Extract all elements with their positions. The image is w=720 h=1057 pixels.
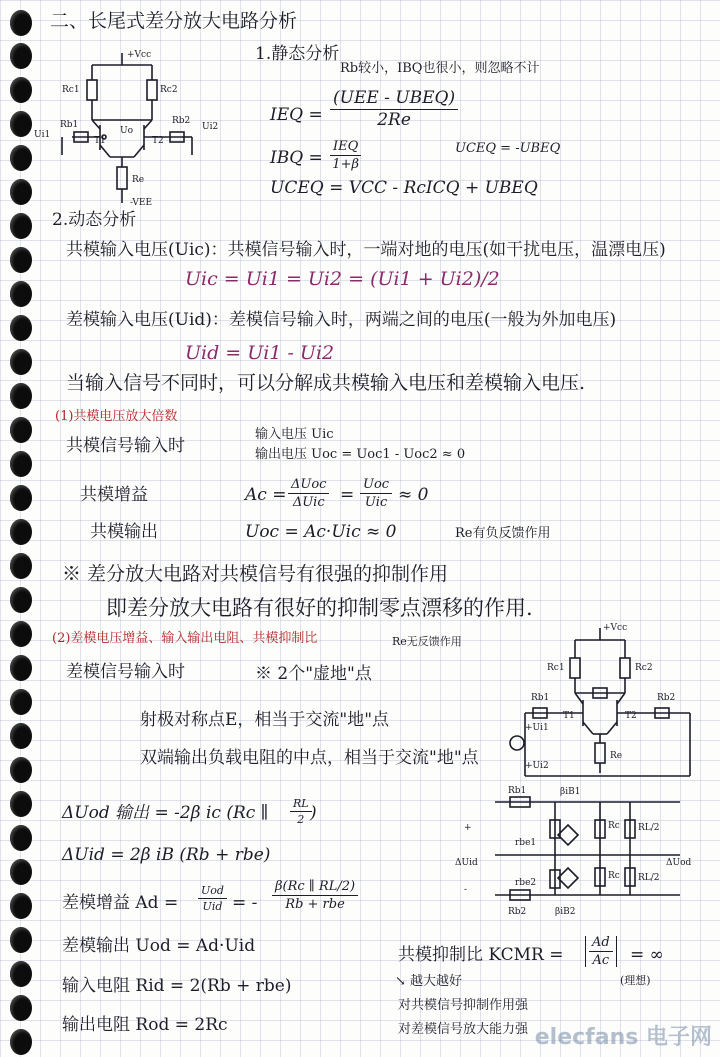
diff-output-equation: 差模输出 Uod = Ad·Uid: [62, 936, 256, 956]
ad-label: 差模增益 Ad =: [62, 893, 179, 913]
binder-hole: [10, 145, 32, 171]
svg-text:T2: T2: [152, 136, 164, 146]
common-gain-numerator-2: Uoc: [360, 478, 392, 494]
binder-hole: [10, 655, 32, 681]
common-gain-tail: ≈ 0: [398, 485, 429, 505]
common-input-equation: Uic = Ui1 = Ui2 = (Ui1 + Ui2)/2: [185, 268, 500, 290]
common-gain-equals: =: [340, 485, 355, 505]
svg-text:Uo: Uo: [120, 126, 134, 136]
static-analysis-label: 1.静态分析: [255, 44, 340, 64]
circuit1-vcc: +Vcc: [127, 50, 152, 60]
svg-text:βiB1: βiB1: [560, 787, 581, 797]
diff-mode-header: (2)差模电压增益、输入输出电阻、共模抑制比: [52, 631, 318, 646]
binder-hole: [10, 349, 32, 375]
common-mode-output-v: 输出电压 Uoc = Uoc1 - Uoc2 ≈ 0: [255, 447, 466, 462]
duod-equation: ΔUod 输出 = -2β ic (Rc ∥: [62, 803, 269, 823]
binder-hole: [10, 43, 32, 69]
svg-text:Rb1: Rb1: [60, 120, 79, 130]
duid-equation: ΔUid = 2β iB (Rb + rbe): [62, 845, 271, 865]
svg-text:-: -: [464, 885, 468, 895]
common-gain-numerator: ΔUoc: [288, 478, 329, 494]
common-input-def: 共模输入电压(Uic)：共模信号输入时，一端对地的电压(如干扰电压，温漂电压): [66, 240, 666, 260]
ibq-numerator: IEQ: [330, 140, 361, 156]
svg-text:ΔUod: ΔUod: [666, 858, 692, 868]
binder-hole: [10, 383, 32, 409]
long-tail-circuit-diagram: [32, 45, 232, 210]
svg-text:Rb2: Rb2: [657, 693, 676, 703]
cmrr-denominator: Ac: [592, 953, 610, 968]
binder-hole: [10, 893, 32, 919]
binder-hole: [10, 961, 32, 987]
binder-hole: [10, 10, 32, 36]
dynamic-analysis-label: 2.动态分析: [52, 210, 137, 230]
common-output-label: 共模输出: [90, 522, 158, 542]
zero-drift-note: 即差分放大电路有很好的抑制零点漂移的作用.: [106, 596, 533, 620]
binder-hole: [10, 757, 32, 783]
binder-hole: [10, 825, 32, 851]
common-mode-input-v: 输入电压 Uic: [255, 427, 334, 442]
svg-text:+Vcc: +Vcc: [603, 623, 628, 633]
svg-text:Rc2: Rc2: [160, 85, 178, 95]
binder-hole: [10, 621, 32, 647]
common-gain-fraction-2: [360, 478, 392, 509]
common-mode-when: 共模信号输入时: [66, 436, 185, 456]
cmrr-numerator: Ad: [589, 936, 613, 952]
binder-hole: [10, 77, 32, 103]
decompose-note: 当输入信号不同时，可以分解成共模输入电压和差模输入电压.: [66, 372, 586, 394]
cmrr-ideal-note: (理想): [620, 974, 651, 987]
uceq-side-note: UCEQ = -UBEQ: [455, 141, 561, 156]
diff-input-equation: Uid = Ui1 - Ui2: [185, 342, 335, 364]
svg-text:βiB2: βiB2: [555, 907, 576, 917]
svg-text:+Ui1: +Ui1: [525, 723, 549, 733]
svg-text:Re: Re: [132, 175, 145, 185]
ad-denominator: Uid: [202, 900, 223, 913]
svg-text:Rb1: Rb1: [531, 693, 550, 703]
binder-hole: [10, 111, 32, 137]
binder-hole: [10, 315, 32, 341]
cmrr-tail: = ∞: [630, 945, 664, 965]
diff-input-def: 差模输入电压(Uid)：差模信号输入时，两端之间的电压(一般为外加电压): [66, 310, 617, 330]
output-resistance-equation: 输出电阻 Rod = 2Rc: [62, 1015, 228, 1035]
static-note: Rb较小，IBQ也很小，则忽略不计: [340, 61, 540, 76]
svg-text:Ui2: Ui2: [202, 122, 219, 132]
binder-hole: [10, 1029, 32, 1055]
binder-hole: [10, 451, 32, 477]
common-re-note: Re有负反馈作用: [455, 526, 551, 541]
cmrr-label: 共模抑制比 KCMR =: [398, 945, 564, 965]
binder-hole: [10, 927, 32, 953]
svg-text:Ui1: Ui1: [34, 130, 51, 140]
uceq-equation: UCEQ = VCC - RcICQ + UBEQ: [270, 178, 538, 198]
svg-text:Rc: Rc: [608, 821, 620, 831]
svg-text:Rb2: Rb2: [172, 116, 191, 126]
duod-denominator: 2: [297, 813, 305, 826]
svg-text:+Ui2: +Ui2: [525, 761, 549, 771]
virtual-ground-note: ※ 2个"虚地"点: [255, 664, 372, 684]
duod-tail: ): [310, 803, 317, 823]
ieq-lhs: IEQ =: [270, 105, 323, 125]
ad-equals: = -: [232, 893, 258, 913]
binder-hole: [10, 859, 32, 885]
binder-hole: [10, 213, 32, 239]
svg-text:rbe2: rbe2: [515, 878, 537, 888]
binder-hole: [10, 179, 32, 205]
common-gain-denominator: ΔUic: [292, 495, 325, 510]
svg-text:T2: T2: [625, 711, 637, 721]
svg-text:Rc1: Rc1: [62, 85, 80, 95]
cmrr-amplify-note: 对差模信号放大能力强: [398, 1022, 529, 1037]
small-signal-circuit-diagram: [450, 780, 710, 920]
svg-text:T1: T1: [94, 136, 106, 146]
common-suppression-note: ※ 差分放大电路对共模信号有很强的抑制作用: [62, 563, 449, 585]
svg-text:Re: Re: [610, 751, 623, 761]
ibq-fraction: [330, 140, 361, 171]
svg-text:+: +: [464, 823, 472, 833]
cmrr-suppress-note: 对共模信号抑制作用强: [398, 998, 529, 1013]
binder-hole: [10, 995, 32, 1021]
ibq-lhs: IBQ =: [270, 148, 323, 168]
input-resistance-equation: 输入电阻 Rid = 2(Rb + rbe): [62, 976, 292, 996]
ad-denominator-2: Rb + rbe: [285, 897, 345, 912]
duod-numerator: RL: [290, 798, 312, 812]
svg-text:rbe1: rbe1: [515, 838, 537, 848]
ieq-denominator: 2Re: [377, 110, 411, 130]
diff-mode-when: 差模信号输入时: [66, 662, 185, 682]
svg-text:Rc2: Rc2: [635, 663, 653, 673]
ad-numerator: Uod: [198, 885, 227, 899]
ibq-denominator: 1+β: [332, 157, 359, 172]
svg-text:RL/2: RL/2: [638, 823, 660, 833]
svg-text:-VEE: -VEE: [130, 198, 153, 208]
emitter-ground-note: 射极对称点E，相当于交流"地"点: [140, 710, 390, 730]
svg-text:T1: T1: [563, 711, 575, 721]
watermark-logo: elecfans 电子网: [534, 1025, 712, 1050]
common-output-equation: Uoc = Ac·Uic ≈ 0: [245, 522, 397, 542]
binder-hole: [10, 587, 32, 613]
binder-hole: [10, 281, 32, 307]
common-mode-header: (1)共模电压放大倍数: [55, 409, 178, 424]
duod-fraction: [290, 798, 312, 825]
binder-hole: [10, 723, 32, 749]
cmrr-bigger-note: ↘ 越大越好: [395, 974, 463, 989]
ieq-fraction: [330, 90, 458, 129]
binder-hole: [10, 689, 32, 715]
common-gain-fraction: [288, 478, 329, 509]
page-title: 二、长尾式差分放大电路分析: [50, 10, 298, 32]
svg-text:Rc1: Rc1: [547, 663, 565, 673]
svg-text:Rb1: Rb1: [508, 786, 527, 796]
binder-hole: [10, 519, 32, 545]
binder-hole: [10, 485, 32, 511]
binder-hole: [10, 417, 32, 443]
cmrr-fraction: [585, 936, 617, 967]
diff-mode-circuit-diagram: [495, 618, 700, 783]
svg-text:Rc: Rc: [608, 871, 620, 881]
svg-text:Rb2: Rb2: [508, 907, 527, 917]
binder-hole: [10, 553, 32, 579]
ieq-numerator: (UEE - UBEQ): [330, 90, 458, 110]
common-gain-denominator-2: Uic: [364, 495, 388, 510]
common-gain-lhs: Ac =: [245, 485, 287, 505]
binder-hole: [10, 791, 32, 817]
ad-fraction-2: [272, 880, 358, 911]
svg-text:RL/2: RL/2: [638, 873, 660, 883]
svg-text:ΔUid: ΔUid: [455, 858, 478, 868]
ad-numerator-2: β(Rc ∥ RL/2): [272, 880, 358, 896]
binder-hole: [10, 247, 32, 273]
load-ground-note: 双端输出负载电阻的中点，相当于交流"地"点: [140, 748, 479, 768]
common-gain-label: 共模增益: [80, 485, 148, 505]
diff-re-note: Re无反馈作用: [392, 635, 462, 648]
ad-fraction: [198, 885, 227, 912]
